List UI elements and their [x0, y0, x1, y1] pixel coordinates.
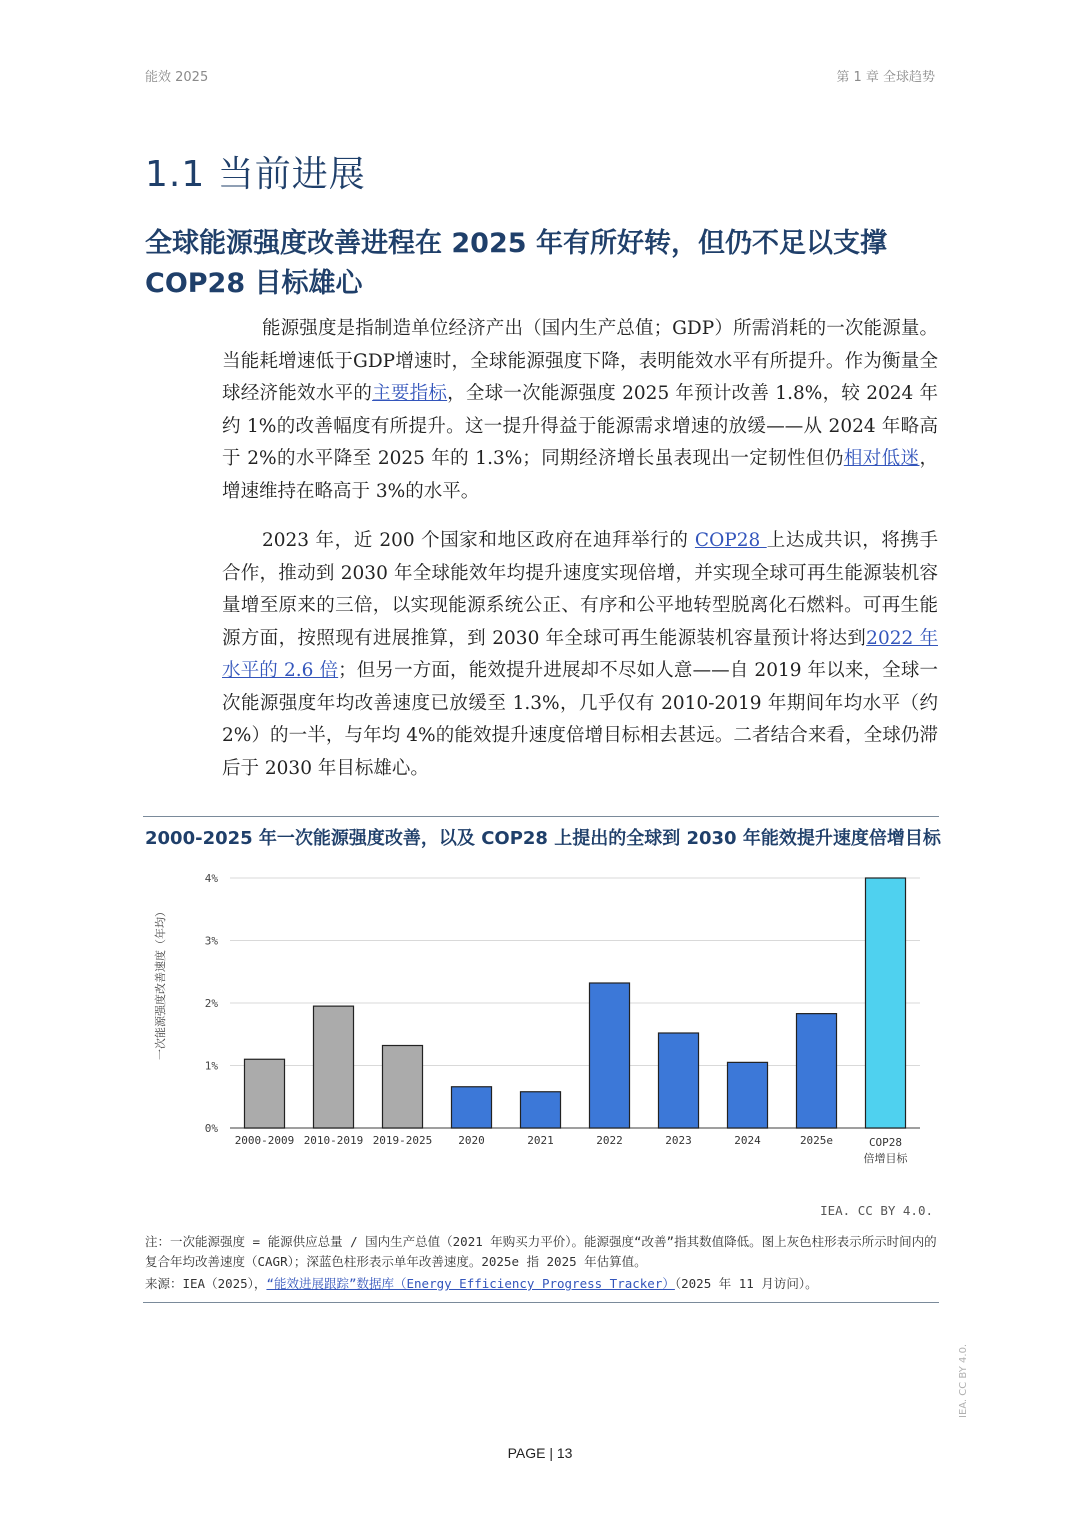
x-tick-label: 2025e — [799, 1134, 834, 1147]
source-prefix: 来源：IEA（2025）， — [145, 1276, 267, 1291]
x-tick-label: 倍增目标 — [863, 1152, 908, 1165]
page-number: PAGE | 13 — [507, 1445, 573, 1461]
link-main-indicator[interactable]: 主要指标 — [372, 383, 448, 404]
bar — [451, 1087, 491, 1128]
bar — [313, 1006, 353, 1128]
bar — [865, 878, 905, 1128]
x-tick-label: 2010-2019 — [303, 1134, 364, 1147]
paragraph-1-text-c: ，增速维持在略高于 3%的水平。 — [222, 448, 938, 502]
y-tick-label: 2% — [204, 997, 218, 1010]
link-2022-level[interactable]: 2022 年水平的 2.6 倍 — [222, 627, 938, 681]
paragraph-1 — [222, 313, 938, 508]
paragraph-2-text-b: 上达成共识，将携手合作，推动到 2030 年全球能效年均提升速度实现倍增，并实现全球可再生能源装机容量增至原来的三倍，以实现能源系统公正、有序和公平地转型脱离化石燃料。可再生能源方面，按照现有进展推算，到 2030 年全球可再生能源装机容量预计将达到 — [222, 530, 938, 649]
source-suffix: （2025 年 11 月访问）。 — [674, 1276, 818, 1291]
paragraph-1-text-b: ，全球一次能源强度 2025 年预计改善 1.8%，较 2024 年约 1%的改善幅度有所提升。这一提升得益于能源需求增速的放缓——从 2024 年略高于 2%的水平降至 2025 年的 1.3%；同期经济增长虽表现出一定韧性但仍 — [222, 383, 938, 469]
side-license-mark: IEA. CC BY 4.0. — [958, 1343, 969, 1418]
bar — [796, 1014, 836, 1128]
x-tick-label: COP28 — [868, 1136, 903, 1149]
y-tick-label: 4% — [204, 872, 218, 885]
x-tick-label: 2021 — [527, 1134, 554, 1147]
bar — [244, 1059, 284, 1128]
x-tick-label: 2022 — [596, 1134, 623, 1147]
x-tick-label: 2020 — [458, 1134, 485, 1147]
bar-chart — [140, 860, 940, 1180]
bar — [382, 1046, 422, 1129]
header-chapter-title: 第 1 章 全球趋势 — [836, 70, 935, 85]
figure-title: 2000-2025 年一次能源强度改善，以及 COP28 上提出的全球到 2030 年能效提升速度倍增目标 — [145, 828, 941, 849]
bar — [727, 1062, 767, 1128]
figure-top-rule — [143, 816, 939, 817]
link-cop28[interactable]: COP28 — [694, 530, 767, 551]
bar — [520, 1092, 560, 1128]
figure-source — [145, 1274, 940, 1294]
bar — [589, 983, 629, 1128]
subtitle: 全球能源强度改善进程在 2025 年有所好转，但仍不足以支撑 COP28 目标雄心 — [145, 228, 887, 299]
figure-bottom-rule — [143, 1302, 939, 1303]
x-tick-label: 2023 — [665, 1134, 692, 1147]
paragraph-2-text-a: 2023 年，近 200 个国家和地区政府在迪拜举行的 — [262, 530, 695, 551]
figure-credit: IEA. CC BY 4.0. — [820, 1203, 933, 1218]
paragraph-2 — [222, 525, 938, 785]
paragraph-2-text-c: ；但另一方面，能效提升进展却不尽如人意——自 2019 年以来，全球一次能源强度年均改善速度已放缓至 1.3%，几乎仅有 2010-2019 年期间年均水平（约 2%）的一半，与年均 4%的能效提升速度倍增目标相去甚远。二者结合来看，全球仍滞后于 2030 年目标雄心。 — [222, 660, 938, 779]
paragraph-1-text-a: 能源强度是指制造单位经济产出（国内生产总值；GDP）所需消耗的一次能源量。当能耗增速低于GDP增速时，全球能源强度下降，表明能效水平有所提升。作为衡量全球经济能效水平的 — [222, 318, 938, 404]
y-axis-label: 一次能源强度改善速度（年均） — [154, 906, 167, 1060]
header-report-title: 能效 2025 — [145, 70, 209, 85]
figure-note: 注：一次能源强度 = 能源供应总量 / 国内生产总值（2021 年购买力平价）。能源强度“改善”指其数值降低。图上灰色柱形表示所示时间内的复合年均改善速度（CAGR）；深蓝色柱形表示单年改善速度。2025e 指 2025 年估算值。 — [145, 1234, 937, 1269]
y-tick-label: 0% — [204, 1122, 218, 1135]
section-title: 1.1 当前进展 — [145, 154, 366, 195]
x-tick-label: 2019-2025 — [372, 1134, 433, 1147]
y-tick-label: 3% — [204, 934, 218, 948]
link-relatively-weak[interactable]: 相对低迷 — [843, 448, 920, 469]
bar — [658, 1033, 698, 1128]
y-tick-label: 1% — [204, 1059, 218, 1073]
source-link[interactable]: “能效进展跟踪”数据库（Energy Efficiency Progress Tracker） — [266, 1276, 675, 1291]
x-tick-label: 2000-2009 — [234, 1134, 295, 1147]
x-tick-label: 2024 — [734, 1134, 761, 1147]
